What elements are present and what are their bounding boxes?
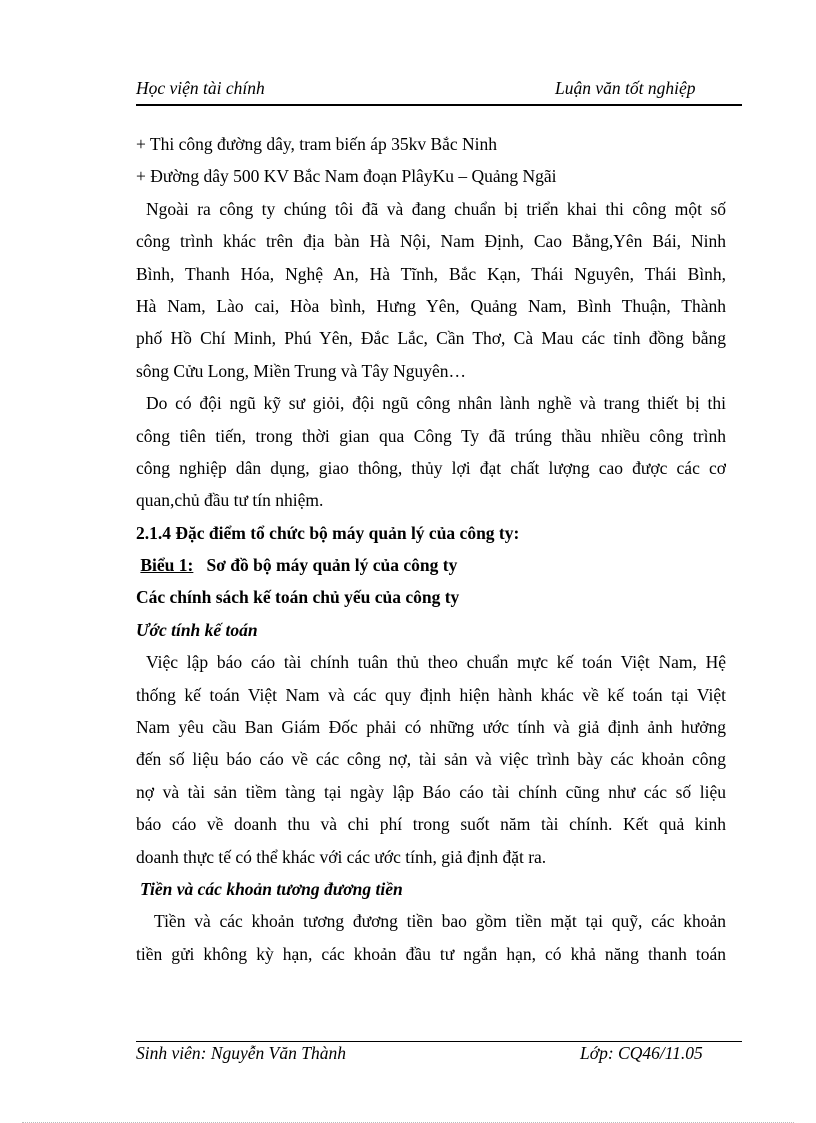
paragraph-line: công nghiệp dân dụng, giao thông, thủy lợi đạt chất lượng cao được các cơ (136, 457, 726, 478)
page-body (136, 128, 726, 970)
paragraph-line: đến số liệu báo cáo về các công nợ, tài sản và việc trình bày các khoản công (136, 749, 726, 770)
subsection-heading: Ước tính kế toán (136, 619, 258, 640)
paragraph-line: công trình khác trên địa bàn Hà Nội, Nam Định, Cao Bằng,Yên Bái, Ninh (136, 231, 726, 252)
paragraph-line: thống kế toán Việt Nam và các quy định hiện hành khác về kế toán tại Việt (136, 684, 726, 705)
paragraph-line: phố Hồ Chí Minh, Phú Yên, Đắc Lắc, Cần Thơ, Cà Mau các tỉnh đồng bằng (136, 328, 726, 349)
paragraph-line: Hà Nam, Lào cai, Hòa bình, Hưng Yên, Quảng Nam, Bình Thuận, Thành (136, 295, 726, 316)
paragraph-line: Bình, Thanh Hóa, Nghệ An, Hà Tĩnh, Bắc Kạn, Thái Nguyên, Thái Bình, (136, 263, 726, 284)
figure-caption (136, 549, 726, 581)
paragraph-line: báo cáo về doanh thu và chi phí trong suốt năm tài chính. Kết quả kinh (136, 814, 726, 835)
figure-label: Biểu 1: (140, 555, 194, 576)
paragraph-line: Ngoài ra công ty chúng tôi đã và đang chuẩn bị triển khai thi công một số (146, 198, 726, 219)
footer-divider (136, 1041, 742, 1042)
section-heading: 2.1.4 Đặc điểm tổ chức bộ máy quản lý của công ty: (136, 522, 520, 543)
paragraph-line: Nam yêu cầu Ban Giám Đốc phải có những ước tính và giả định ảnh hưởng (136, 717, 726, 738)
paragraph-line: tiền gửi không kỳ hạn, các khoản đầu tư ngắn hạn, có khả năng thanh toán (136, 943, 726, 964)
figure-title: Sơ đồ bộ máy quản lý của công ty (193, 555, 458, 576)
paragraph-line: sông Cửu Long, Miền Trung và Tây Nguyên… (136, 360, 466, 381)
paragraph-line: nợ và tài sản tiềm tàng tại ngày lập Báo cáo tài chính cũng như các số liệu (136, 781, 726, 802)
subsection-heading: Tiền và các khoản tương đương tiền (140, 878, 403, 899)
header-institution: Học viện tài chính (136, 78, 265, 98)
paragraph-line: doanh thực tế có thể khác với các ước tính, giả định đặt ra. (136, 846, 547, 867)
paragraph-line: Việc lập báo cáo tài chính tuân thủ theo chuẩn mực kế toán Việt Nam, Hệ (146, 652, 726, 673)
bullet-line: + Thi công đường dây, tram biến áp 35kv Bắc Ninh (136, 134, 498, 154)
footer-student: Sinh viên: Nguyễn Văn Thành (136, 1043, 346, 1063)
footer-class: Lớp: CQ46/11.05 (580, 1043, 703, 1063)
subsection-heading: Các chính sách kế toán chủ yếu của công ty (136, 587, 460, 608)
paragraph-line: quan,chủ đầu tư tín nhiệm. (136, 490, 324, 511)
paragraph-line: Do có đội ngũ kỹ sư giỏi, đội ngũ công nhân lành nghề và trang thiết bị thi (146, 393, 726, 414)
bullet-line: + Đường dây 500 KV Bắc Nam đoạn PlâyKu – Quảng Ngãi (136, 166, 557, 187)
paragraph-line: công tiên tiến, trong thời gian qua Công Ty đã trúng thầu nhiều công trình (136, 425, 726, 446)
header-doc-type: Luận văn tốt nghiệp (555, 78, 696, 98)
header-divider (136, 104, 742, 106)
paragraph-line: Tiền và các khoản tương đương tiền bao gồm tiền mặt tại quỹ, các khoản (154, 911, 726, 932)
